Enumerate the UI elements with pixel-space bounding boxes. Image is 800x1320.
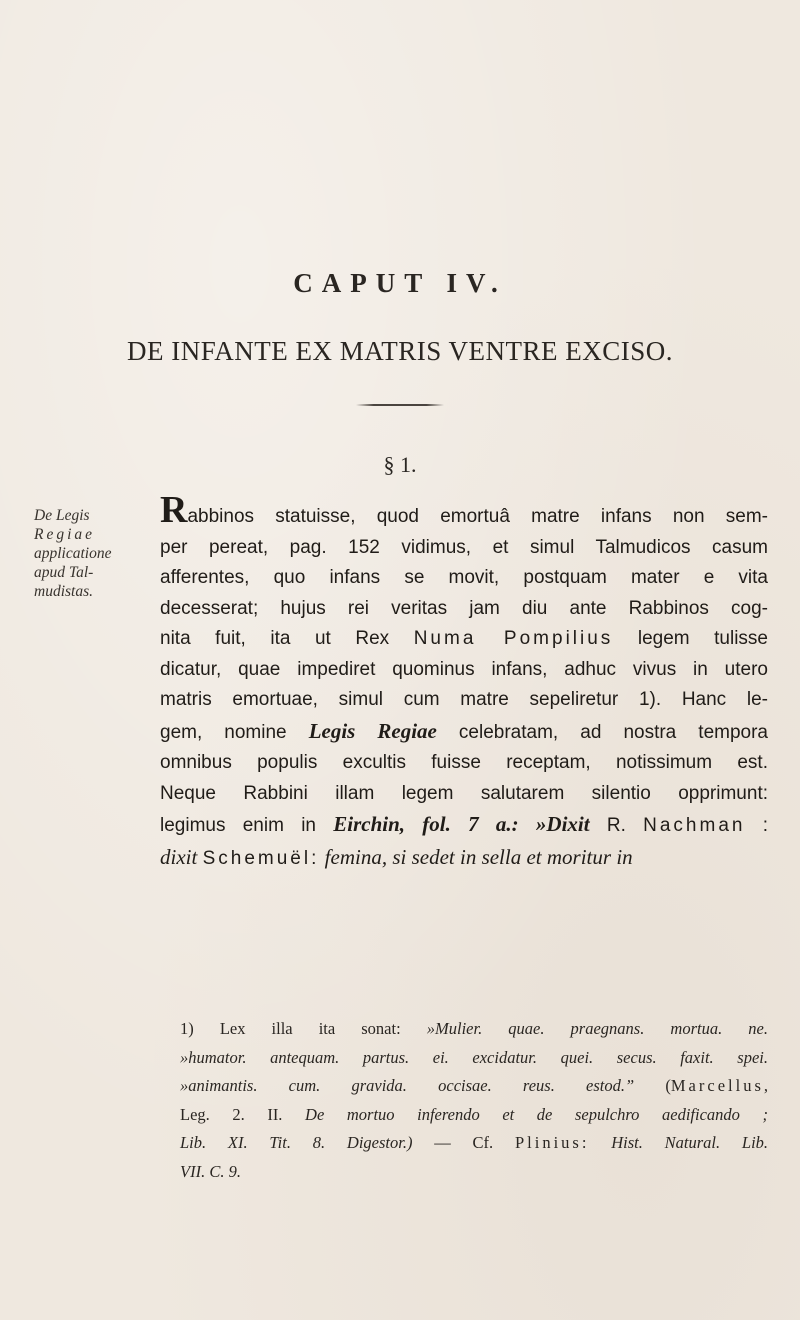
text-line: afferentes, quo infans se movit, postquam mater e vita	[160, 567, 768, 588]
footnote-line: Leg. 2. II. De mortuo inferendo et de sepulchro aedificando ;	[180, 1104, 768, 1124]
marginal-line: Regiae	[34, 526, 96, 543]
text-line: nita fuit, ita ut Rex Numa Pompilius legem tulisse	[160, 628, 768, 649]
decorative-rule	[356, 404, 444, 406]
marginal-line: mudistas.	[34, 583, 93, 600]
text-line: decesserat; hujus rei veritas jam diu ante Rabbinos cog-	[160, 597, 768, 619]
footnote-line: »humator. antequam. partus. ei. excidatur. quei. secus. faxit. spei.	[180, 1047, 768, 1067]
footnote	[180, 1015, 768, 1186]
section-number: § 1.	[383, 452, 417, 477]
drop-cap: R	[160, 489, 188, 531]
name-schemuel: Schemuël:	[202, 847, 320, 869]
text-line: gem, nomine Legis Regiae celebratam, ad nostra tempora	[160, 718, 769, 743]
marginal-line: apud Tal-	[34, 564, 94, 581]
footnote-line: Lib. XI. Tit. 8. Digestor.) — Cf. Plinius: Hist. Natural. Lib.	[180, 1133, 769, 1152]
footnote-line: »animantis. cum. gravida. occisae. reus. estod.” (Marcellus,	[180, 1076, 768, 1095]
name-nachman: Nachman	[643, 815, 746, 836]
legis-regiae: Legis Regiae	[308, 718, 437, 743]
footnote-line: 1) Lex illa ita sonat: »Mulier. quae. praegnans. mortua. ne.	[180, 1019, 768, 1038]
text-line: Rabbinos statuisse, quod emortuâ matre infans non sem-	[160, 489, 768, 531]
text-line: dicatur, quae impediret quominus infans, adhuc vivus in utero	[160, 658, 768, 680]
main-paragraph	[160, 489, 769, 874]
marginal-line: De Legis	[34, 507, 90, 524]
citation-eirchin: Eirchin, fol. 7 a.:	[333, 812, 519, 836]
text-line: dixit Schemuël: femina, si sedet in sella et moritur in	[160, 844, 633, 869]
marginal-line: applicatione	[34, 545, 112, 562]
footnote-line: VII. C. 9.	[180, 1161, 241, 1181]
text-line: Neque Rabbini illam legem salutarem silentio opprimunt:	[160, 782, 768, 804]
text-line: per pereat, pag. 152 vidimus, et simul Talmudicos casum	[160, 536, 768, 558]
name-numa-pompilius: Numa Pompilius	[413, 628, 614, 649]
chapter-title: DE INFANTE EX MATRIS VENTRE EXCISO.	[127, 336, 673, 366]
chapter-heading: CAPUT IV.	[293, 268, 507, 298]
text-line: legimus enim in Eirchin, fol. 7 a.: »Dixit R. Nachman :	[160, 812, 769, 836]
text-line: matris emortuae, simul cum matre sepeliretur 1). Hanc le-	[160, 689, 768, 710]
marginal-note	[34, 506, 152, 601]
text-line: omnibus populis excultis fuisse receptam, notissimum est.	[160, 752, 768, 773]
